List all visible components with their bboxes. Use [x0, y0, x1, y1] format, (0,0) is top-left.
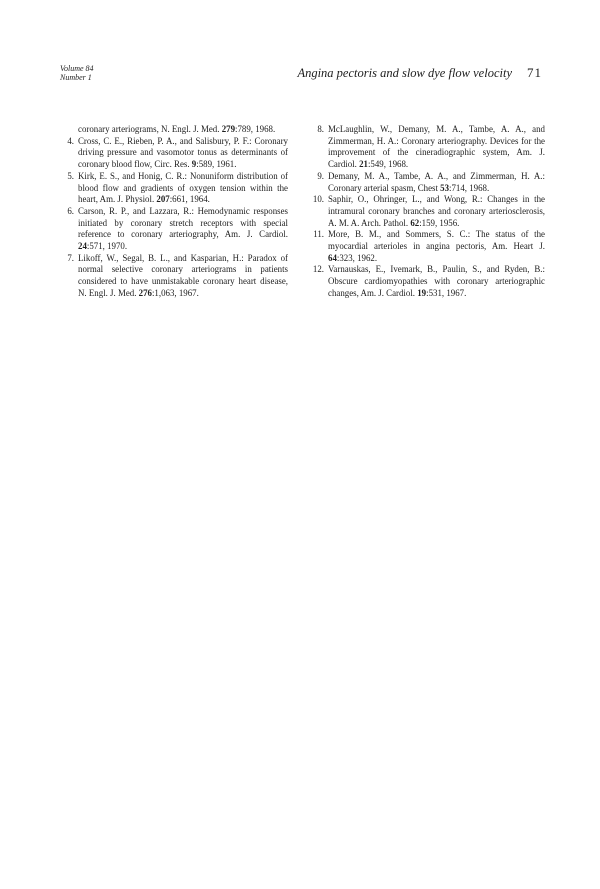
reference-number: 12. — [312, 264, 324, 275]
reference-pages: :1,063, 1967. — [151, 287, 199, 298]
reference-volume: 279 — [221, 124, 235, 134]
reference-item — [312, 171, 545, 194]
reference-volume: 207 — [156, 194, 170, 205]
reference-number: 10. — [312, 194, 324, 205]
reference-item — [312, 229, 545, 264]
reference-volume: 24 — [78, 241, 87, 252]
reference-text: Demany, M. A., Tambe, A. A., and Zimmerman, H. A.: Coronary arterial spasm, Chest — [328, 170, 545, 193]
reference-volume: 9 — [191, 159, 197, 170]
reference-text: Cross, C. E., Rieben, P. A., and Salisbury, P. F.: Coronary driving pressure and vasomotor tonus as determinants of coronary blood flow, Circ. Res. — [78, 135, 288, 170]
reference-item — [62, 253, 288, 300]
reference-pages: :323, 1962. — [336, 252, 378, 263]
running-title: Angina pectoris and slow dye flow velocity — [297, 66, 512, 80]
reference-text: Carson, R. P., and Lazzara, R.: Hemodynamic responses initiated by coronary stretch receptors with special reference to coronary arteriography, Am. J. Cardiol. — [78, 205, 288, 240]
reference-text: McLaughlin, W., Demany, M. A., Tambe, A. A., and Zimmerman, H. A.: Coronary arteriography. Devices for the improvement of the cineradiographic system, Am. J. Cardiol. — [328, 124, 545, 170]
reference-text: Varnauskas, E., Ivemark, B., Paulin, S., and Ryden, B.: Obscure cardiomyopathies with coronary arteriographic changes, Am. J. Cardiol. — [328, 264, 545, 298]
reference-pages: :549, 1968. — [367, 159, 409, 170]
reference-volume: 53 — [440, 182, 450, 193]
reference-text: Likoff, W., Segal, B. L., and Kasparian, H.: Paradox of normal selective coronary arteriograms in patients considered to have unmistakable coronary heart disease, N. Engl. J. Med. — [78, 252, 288, 298]
reference-item — [312, 124, 545, 171]
reference-pages: :661, 1964. — [169, 194, 210, 205]
volume-info — [60, 64, 94, 82]
reference-volume: 21 — [359, 159, 368, 170]
page-number: 71 — [527, 65, 542, 80]
reference-pages: :571, 1970. — [86, 241, 128, 252]
reference-text: More, B. M., and Sommers, S. C.: The status of the myocardial arterioles in angina pectoris, Am. Heart J. — [328, 229, 545, 252]
reference-item — [312, 264, 545, 299]
reference-item — [62, 206, 288, 253]
reference-item — [62, 171, 288, 206]
reference-item — [312, 194, 545, 229]
references-right-column — [312, 124, 545, 300]
reference-number: 6. — [67, 205, 74, 216]
reference-volume: 276 — [138, 287, 152, 298]
reference-item — [62, 124, 288, 136]
reference-pages: :159, 1956. — [419, 217, 460, 228]
reference-number: 11. — [313, 229, 324, 240]
reference-pages: :714, 1968. — [449, 182, 490, 193]
reference-text: Kirk, E. S., and Honig, C. R.: Nonuniform distribution of blood flow and gradients of oxygen tension within the heart, Am. J. Physiol. — [78, 170, 288, 205]
reference-pages: :589, 1961. — [196, 159, 237, 170]
reference-number: 8. — [317, 124, 324, 134]
number-label: Number 1 — [60, 73, 92, 82]
reference-pages: :531, 1967. — [426, 287, 467, 298]
reference-pages: :789, 1968. — [235, 124, 276, 134]
reference-number: 7. — [67, 252, 74, 263]
reference-number: 5. — [67, 170, 74, 181]
reference-text: coronary arteriograms, N. Engl. J. Med. — [78, 124, 222, 134]
references-left-column — [62, 124, 288, 300]
reference-text: Saphir, O., Ohringer, L., and Wong, R.: Changes in the intramural coronary branches and coronary arteriosclerosis, A. M. A. Arch. Pathol. — [328, 194, 545, 228]
volume-label: Volume 84 — [60, 64, 94, 73]
reference-volume: 64 — [328, 252, 337, 263]
reference-number: 9. — [317, 170, 324, 181]
reference-volume: 62 — [410, 217, 420, 228]
reference-number: 4. — [67, 135, 74, 146]
reference-volume: 19 — [417, 287, 427, 298]
reference-item — [62, 136, 288, 171]
